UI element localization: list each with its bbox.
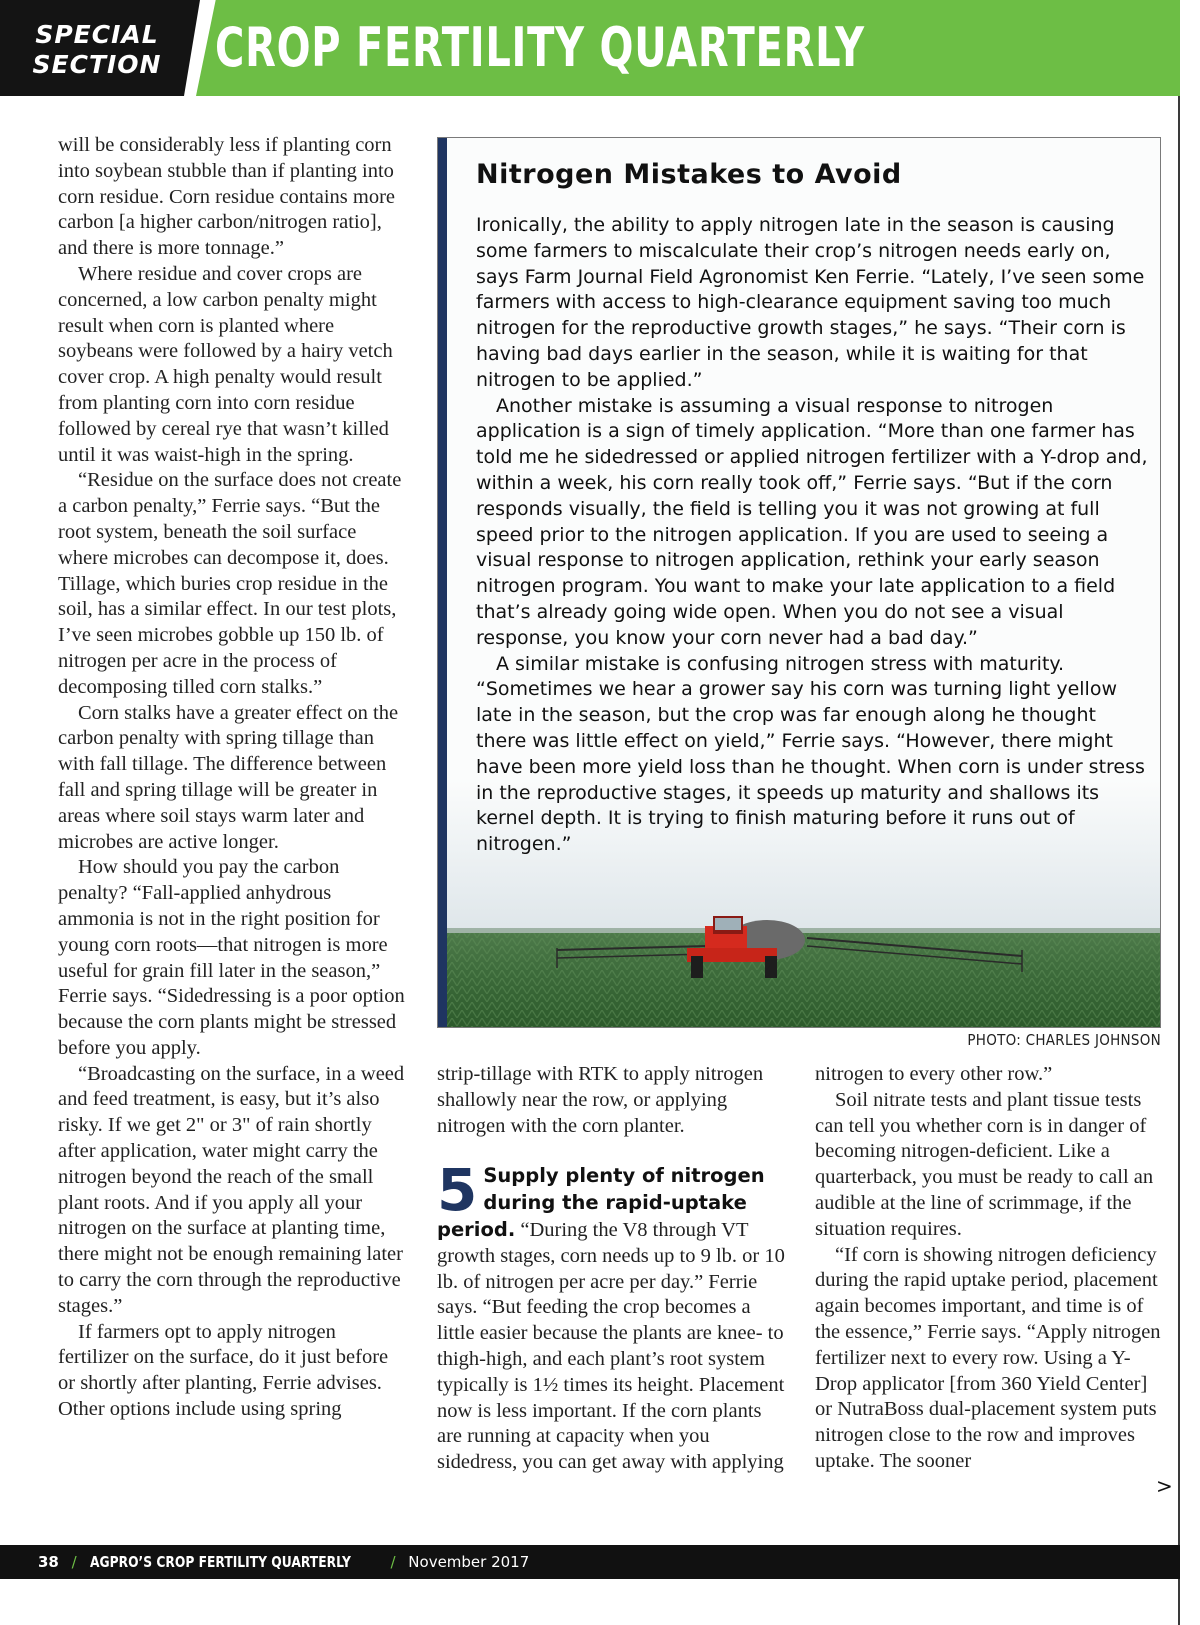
sidebar-title: Nitrogen Mistakes to Avoid [476, 159, 902, 190]
article-column-3 [815, 1062, 1165, 1475]
magazine-name: AGPRO’S CROP FERTILITY QUARTERLY [89, 1553, 351, 1571]
paragraph: Ironically, the ability to apply nitrogen late in the season is causing some farmers to miscalculate their crop’s nitrogen needs early on, says Farm Journal Field Agronomist Ken Ferrie. “Lately, I’ve seen some farmers with access to high-clearance equipment saving too much nitrogen for the reproductive growth stages,” he says. “Their corn is having bad days earlier in the season, while it is waiting for that nitrogen to be applied.” [476, 214, 1145, 391]
sidebar-box [437, 137, 1161, 1028]
paragraph: If farmers opt to apply nitrogen fertilizer on the surface, do it just before or shortly after planting, Ferrie advises. Other options include using spring [58, 1320, 389, 1421]
photo-credit: PHOTO: CHARLES JOHNSON [967, 1031, 1161, 1049]
sidebar-accent-bar [438, 138, 447, 1027]
special-section-label: SPECIAL SECTION [32, 20, 162, 79]
article-column-1 [58, 133, 408, 1423]
issue-date: November 2017 [408, 1553, 530, 1571]
paragraph: “Broadcasting on the surface, in a weed and feed treatment, is easy, but it’s also risky. If we get 2" or 3" of rain shortly after application, water might carry the nitrogen beyond the reach of the small plant roots. And if you apply all your nitrogen on the surface at planting time, there might not be enough remaining later to carry the corn through the reproductive stages.” [58, 1062, 405, 1317]
paragraph: A similar mistake is confusing nitrogen stress with maturity. “Sometimes we hear a grower say his corn was turning light yellow late in the season, but the crop was far enough along he thought there was little effect on yield,” Ferrie says. “However, there might have been more yield loss than he thought. When corn is under stress in the reproductive stages, it speeds up maturity and shallows its kernel depth. It is trying to finish maturing before it runs out of nitrogen.” [476, 652, 1145, 856]
paragraph: nitrogen to every other row.” [815, 1063, 1053, 1085]
step-heading-end: period. [437, 1217, 516, 1241]
paragraph: How should you pay the carbon penalty? “Fall-applied anhydrous ammonia is not in the right position for young corn roots—that nitrogen is more useful for grain fill later in the season,” Ferrie says. “Sidedressing is a poor option because the corn plants might be stressed before you apply. [58, 856, 405, 1059]
paragraph: will be considerably less if planting corn into soybean stubble than if planting into corn residue. Corn residue contains more carbon [a higher carbon/nitrogen ratio], and there is more tonnage.” [58, 134, 396, 260]
paragraph: Soil nitrate tests and plant tissue tests can tell you whether corn is in danger of becoming nitrogen-deficient. Like a quarterback, you must be ready to call an audible at the line of scrimmage, if the situation requires. [815, 1088, 1154, 1240]
paragraph: Corn stalks have a greater effect on the carbon penalty with spring tillage than with fall tillage. The difference between fall and spring tillage will be greater in areas where soil stays warm later and microbes are active longer. [58, 701, 399, 853]
footer-separator: / [71, 1553, 77, 1571]
section-header [0, 0, 1180, 96]
paragraph: “Residue on the surface does not create a carbon penalty,” Ferrie says. “But the root system, beneath the soil surface where microbes can decompose it, does. Tillage, which buries crop residue in the soil, has a similar effect. In our test plots, I’ve seen microbes gobble up 150 lb. of nitrogen per acre in the process of decomposing tilled corn stalks.” [58, 469, 402, 698]
footer-separator: / [390, 1553, 396, 1571]
paragraph: strip-tillage with RTK to apply nitrogen shallowly near the row, or applying nitrogen with the corn planter. [437, 1063, 764, 1137]
paragraph: Another mistake is assuming a visual response to nitrogen application is a sign of timely application. “More than one farmer has told me he sidedressed or applied nitrogen fertilizer with a Y-drop and, within a week, his corn really took off,” Ferrie says. “But if the corn responds visually, the field is telling you it was not growing at full speed prior to the nitrogen application. If you are used to seeing a visual response to nitrogen application, rethink your early season nitrogen program. You want to make your late application to a field that’s already going wide open. When you do not see a visual response, you know your corn never had a bad day.” [476, 394, 1148, 649]
page-number: 38 [38, 1553, 59, 1571]
page-edge-rule [1178, 96, 1180, 1625]
step-number: 5 [437, 1156, 478, 1225]
article-column-2 [437, 1062, 787, 1476]
section-title: CROP FERTILITY QUARTERLY [215, 16, 865, 79]
paragraph: Where residue and cover crops are concerned, a low carbon penalty might result when corn is planted where soybeans were followed by a hairy vetch cover crop. A high penalty would result from planting corn into corn residue followed by cereal rye that wasn’t killed until it was waist-high in the spring. [58, 262, 393, 466]
step-heading: Supply plenty of nitrogen during the rapid-uptake [483, 1164, 765, 1215]
step-text: “During the V8 through VT growth stages, corn needs up to 9 lb. or 10 lb. of nitrogen per acre per day.” Ferrie says. “But feeding the crop becomes a little easier because the plants are knee- to thigh-high, and each plant’s root system typically is 1½ times its height. Placement now is less important. If the corn plants are running at capacity when you sidedress, you can get away with applying [437, 1218, 785, 1474]
footer-line [38, 1551, 529, 1573]
paragraph: “If corn is showing nitrogen deficiency during the rapid uptake period, placement again becomes important, and time is of the essence,” Ferrie says. “Apply nitrogen fertilizer next to every row. Using a Y-Drop applicator [from 360 Yield Center] or NutraBoss dual-placement system puts nitrogen close to the row and improves uptake. The sooner [815, 1243, 1161, 1472]
sidebar-body [476, 213, 1148, 858]
page-footer [0, 1545, 1180, 1579]
continue-arrow-icon[interactable]: > [1156, 1474, 1173, 1498]
step-5 [437, 1156, 787, 1476]
